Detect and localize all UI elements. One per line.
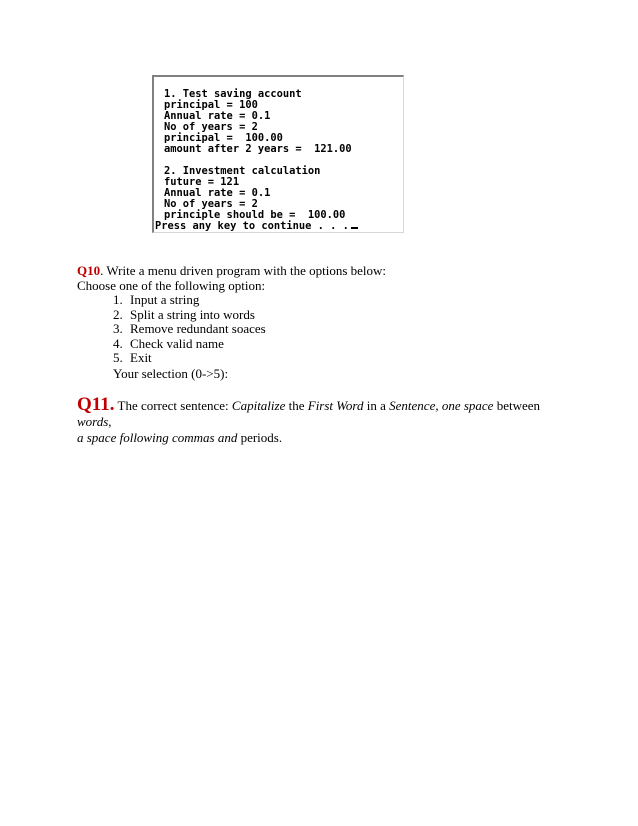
list-item (113, 308, 597, 323)
q11-text: words, (77, 414, 112, 429)
cursor-icon (351, 227, 358, 229)
console-line: Annual rate = 0.1 (164, 110, 271, 122)
console-line: Annual rate = 0.1 (164, 187, 271, 199)
list-item-number: 3. (113, 321, 123, 336)
list-item (113, 337, 597, 352)
list-item (113, 293, 597, 308)
question-10 (77, 263, 597, 381)
list-item (113, 351, 597, 366)
q11-text: the (285, 398, 308, 413)
console-prompt-line (155, 221, 358, 232)
console-line: 2. Investment calculation (164, 165, 321, 177)
q11-number: Q11. (77, 394, 115, 415)
console-line: No of years = 2 (164, 121, 258, 133)
console-line: principle should be = 100.00 (164, 209, 346, 221)
list-item-text: Input a string (130, 292, 200, 307)
console-line: principal = 100 (164, 99, 258, 111)
console-screenshot (152, 75, 404, 233)
console-line: 1. Test saving account (164, 88, 302, 100)
console-line: amount after 2 years = 121.00 (164, 143, 352, 155)
q11-text: Sentence, one space (389, 398, 494, 413)
question-11 (77, 394, 567, 446)
q11-text: First Word (307, 398, 364, 413)
list-item-number: 1. (113, 292, 123, 307)
console-line: No of years = 2 (164, 198, 258, 210)
q10-intro: Choose one of the following option: (77, 278, 266, 293)
list-item-number: 5. (113, 350, 123, 365)
q11-text: The correct sentence: (114, 398, 232, 413)
list-item (113, 322, 597, 337)
list-item-text: Split a string into words (130, 306, 255, 322)
list-item-text: Exit (130, 350, 152, 365)
console-line: principal = 100.00 (164, 132, 283, 144)
list-item-text: Remove redundant soaces (130, 321, 266, 336)
list-item-text: Check valid name (130, 335, 224, 351)
q10-number: Q10 (77, 263, 101, 278)
list-item-number: 2. (113, 306, 123, 322)
q11-text: a space following commas and (77, 430, 238, 445)
q11-text: between (493, 398, 541, 413)
selection-prompt: Your selection (0->5): (113, 365, 229, 381)
q10-title: . Write a menu driven program with the options below: (100, 263, 387, 278)
q10-heading (77, 263, 597, 278)
console-prompt: Press any key to continue . . . (155, 220, 349, 232)
q11-text: Capitalize (231, 398, 286, 413)
menu-options-list (77, 293, 597, 366)
console-line: future = 121 (164, 176, 240, 188)
q11-text: periods. (237, 430, 283, 445)
list-item-number: 4. (113, 335, 123, 351)
q11-text: in a (363, 398, 390, 413)
